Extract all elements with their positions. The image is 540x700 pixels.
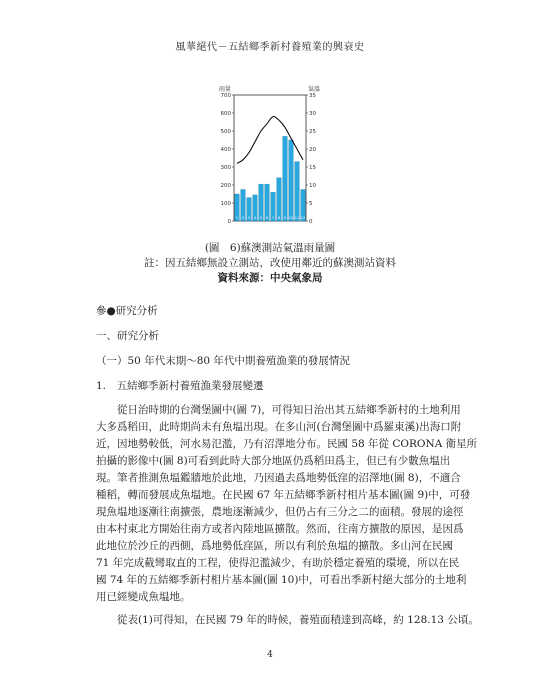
right-tick-label: 15 [309,165,316,171]
rainfall-bar [295,162,300,221]
right-tick-label: 30 [309,111,316,117]
right-tick-label: 25 [309,129,316,135]
left-tick-label: 400 [220,147,231,153]
left-tick-label: 100 [220,201,231,207]
left-tick-label: 300 [220,165,231,171]
climate-chart [208,80,330,232]
section-heading-2: 一、研究分析 [96,330,159,342]
figure-source: 資料來源：中央氣象局 [217,272,323,284]
month-label: 11 [294,216,300,220]
month-label: 9 [283,216,287,220]
body-paragraph-1 [96,402,478,606]
month-label: 8 [277,216,281,220]
page-number: 4 [267,650,273,660]
left-tick-label: 500 [220,129,231,135]
section-heading-1: 參●研究分析 [96,305,158,317]
month-label: 10 [288,216,294,220]
right-tick-label: 35 [309,93,316,99]
figure-caption: (圖 6)蘇澳測站氣溫雨量圖 [204,242,336,254]
month-label: 3 [247,216,251,220]
month-label: 2 [241,216,245,220]
paragraph-line: 近，因地勢較低，河水易氾濫，乃有沼澤地分布。民國 58 年從 CORONA 衛星所 [96,438,478,450]
section-heading-4: 1. 五結鄉季新村養殖漁業發展變遷 [96,380,264,392]
month-label: 7 [271,216,275,220]
body-paragraph-2 [96,612,479,629]
month-label: 4 [253,216,257,220]
paragraph-line: 國 74 年的五結鄉季新村相片基本圖(圖 10)中，可看出季新村絕大部分的土地利 [96,574,467,586]
right-axis-title: 氣溫 [308,86,321,93]
left-axis-title: 雨量 [218,86,231,93]
left-tick-label: 200 [220,183,231,189]
paragraph-line: 拍攝的影像中(圖 8)可看到此時大部分地區仍爲稻田爲主，但已有少數魚塭出 [96,455,451,467]
paragraph-line: 用已經變成魚塭地。 [96,591,191,603]
left-tick-label: 700 [220,93,231,99]
paragraph-line: 大多爲稻田，此時期尚未有魚塭出現。在多山河(台灣堡圖中爲羅東溪)出海口附 [96,421,462,433]
month-label: 6 [265,216,269,220]
paragraph-line: 從日治時期的台灣堡圖中(圖 7)，可得知日治出其五結鄉季新村的土地利用 [96,404,461,416]
running-header: 風華絕代－五結鄉季新村養殖業的興衰史 [175,42,365,53]
right-tick-label: 5 [309,201,313,207]
right-tick-label: 0 [309,219,313,225]
section-heading-3: （一）50 年代末期～80 年代中期養殖漁業的發展情況 [96,355,350,367]
figure-note: 註：因五結鄉無設立測站，改使用鄰近的蘇澳測站資料 [144,257,396,269]
month-label: 1 [235,216,239,220]
right-tick-label: 10 [309,183,316,189]
paragraph-line: 從表(1)可得知，在民國 79 年的時候，養殖面積達到高峰，約 128.13 公頃。 [96,614,479,626]
paragraph-line: 此地位於沙丘的西側，爲地勢低窪區，所以有利於魚塭的擴散。多山河在民國 [96,540,453,552]
paragraph-line: 種稻，轉而發展成魚塭地。在民國 67 年五結鄉季新村相片基本圖(圖 9)中，可發 [96,489,471,501]
left-tick-label: 600 [220,111,231,117]
paragraph-line: 71 年完成截彎取直的工程，使得氾濫減少，有助於穩定養殖的環境，所以在民 [96,557,460,569]
paragraph-line: 現魚塭地逐漸往南擴張，農地逐漸減少，但仍占有三分之二的面積。發展的途徑 [96,506,464,518]
paragraph-line: 由本村東北方開始往南方或者內陸地區擴散。然而，往南方擴散的原因，是因爲 [96,523,464,535]
month-label: 12 [300,216,306,220]
left-tick-label: 0 [227,219,231,225]
month-label: 5 [259,216,263,220]
right-tick-label: 20 [309,147,316,153]
rainfall-bar [289,140,294,221]
rainfall-bar [277,178,282,221]
rainfall-bar [283,136,288,221]
paragraph-line: 現。筆者推測魚塭鑑牆地於此地，乃因過去爲地勢低窪的沼澤地(圖 8)，不適合 [96,472,461,484]
